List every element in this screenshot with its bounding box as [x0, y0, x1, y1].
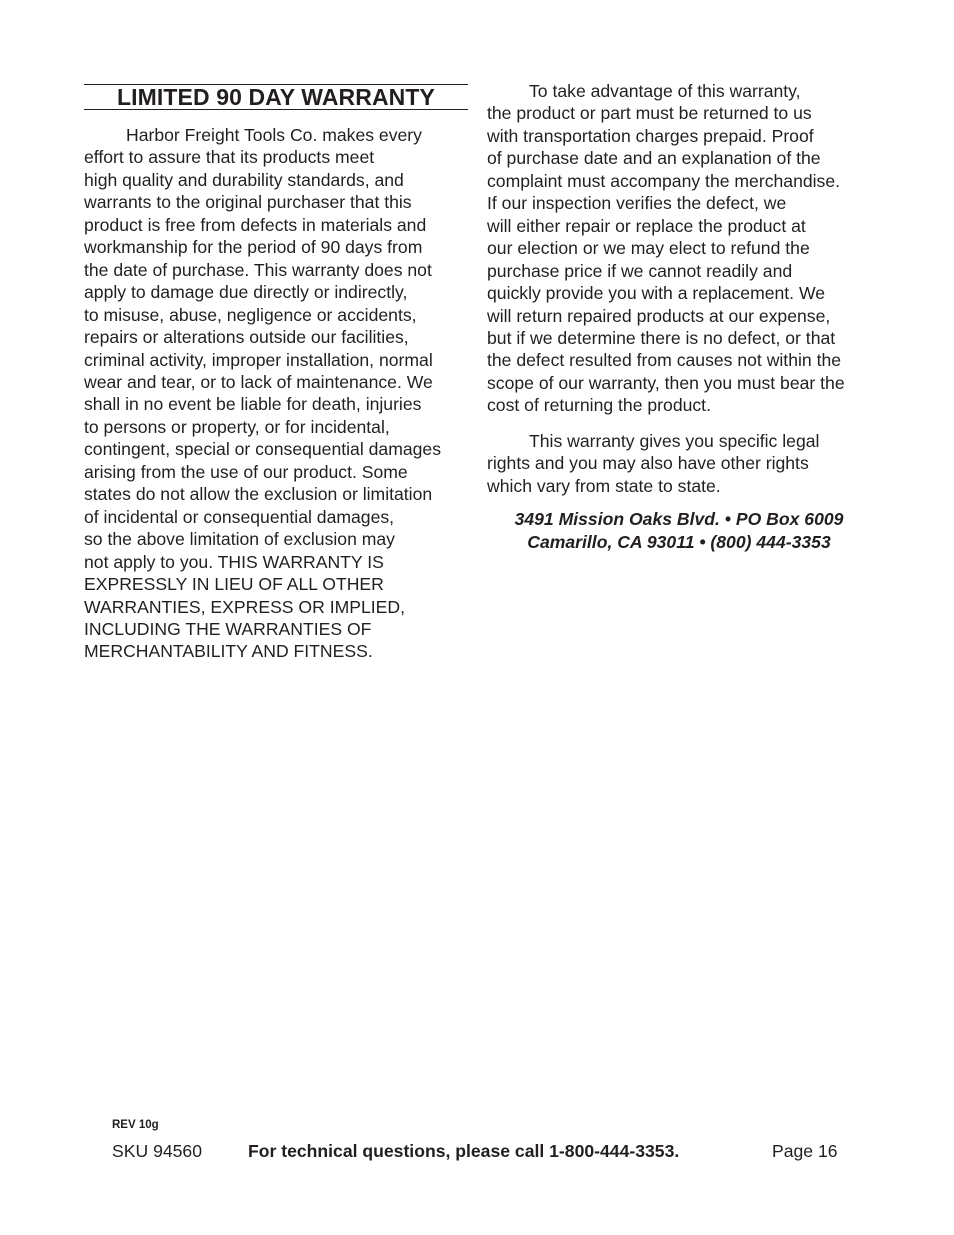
text-line: product is free from defects in materials and — [84, 214, 427, 235]
text-line: with transportation charges prepaid. Proof — [487, 125, 814, 146]
text-line: To take advantage of this warranty, — [529, 81, 801, 101]
text-line: effort to assure that its products meet — [84, 147, 375, 168]
text-line: WARRANTIES, EXPRESS OR IMPLIED, — [84, 596, 405, 617]
text-line: to misuse, abuse, negligence or accidents, — [84, 304, 417, 325]
text-line: complaint must accompany the merchandise. — [487, 170, 841, 191]
text-line: shall in no event be liable for death, injuries — [84, 394, 422, 415]
right-column — [487, 80, 887, 554]
text-line: but if we determine there is no defect, or that — [487, 327, 836, 348]
text-line: the product or part must be returned to us — [487, 103, 812, 124]
text-line: so the above limitation of exclusion may — [84, 529, 395, 550]
text-line: Harbor Freight Tools Co. makes every — [126, 125, 422, 145]
text-line: the date of purchase. This warranty does not — [84, 259, 432, 280]
address-line: 3491 Mission Oaks Blvd. • PO Box 6009 — [514, 509, 844, 530]
text-line: arising from the use of our product. Some — [84, 461, 408, 482]
text-line: scope of our warranty, then you must bear the — [487, 372, 845, 393]
rights-paragraph — [487, 430, 887, 497]
text-line: MERCHANTABILITY AND FITNESS. — [84, 641, 373, 662]
text-line: the defect resulted from causes not within the — [487, 350, 842, 371]
text-line: repairs or alterations outside our facilities, — [84, 327, 409, 348]
text-line: will return repaired products at our expense, — [487, 305, 831, 326]
text-line: INCLUDING THE WARRANTIES OF — [84, 618, 372, 639]
text-line: of purchase date and an explanation of the — [487, 148, 821, 169]
text-line: will either repair or replace the product at — [487, 215, 806, 236]
company-address — [487, 508, 871, 554]
text-line: purchase price if we cannot readily and — [487, 260, 793, 281]
text-line: not apply to you. THIS WARRANTY IS — [84, 551, 384, 572]
text-line: to persons or property, or for incidental, — [84, 416, 390, 437]
text-line: If our inspection verifies the defect, we — [487, 193, 787, 214]
page-number: Page 16 — [772, 1141, 838, 1161]
text-line: criminal activity, improper installation, normal — [84, 349, 433, 370]
text-line: quickly provide you with a replacement. We — [487, 283, 826, 304]
left-column — [84, 84, 468, 663]
revision-label: REV 10g — [112, 1119, 159, 1131]
address-line: Camarillo, CA 93011 • (800) 444-3353 — [527, 532, 831, 553]
text-line: workmanship for the period of 90 days from — [84, 237, 423, 258]
text-line: rights and you may also have other rights — [487, 453, 809, 474]
text-line: high quality and durability standards, and — [84, 169, 404, 190]
text-line: contingent, special or consequential damages — [84, 439, 441, 460]
text-line: warrants to the original purchaser that this — [84, 192, 412, 213]
return-paragraph — [487, 80, 887, 417]
tech-support-notice: For technical questions, please call 1-800-444-3353. — [248, 1141, 680, 1161]
text-line: states do not allow the exclusion or limitation — [84, 484, 433, 505]
text-line: apply to damage due directly or indirectly, — [84, 282, 408, 303]
text-line: which vary from state to state. — [487, 475, 721, 496]
text-line: our election or we may elect to refund the — [487, 238, 810, 259]
warranty-paragraph — [84, 124, 468, 663]
text-line: wear and tear, or to lack of maintenance. We — [84, 371, 433, 392]
page-title: LIMITED 90 DAY WARRANTY — [84, 84, 468, 110]
text-line: This warranty gives you specific legal — [529, 430, 820, 451]
sku-label: SKU 94560 — [112, 1141, 202, 1161]
paragraph-spacer — [487, 417, 887, 430]
text-line: EXPRESSLY IN LIEU OF ALL OTHER — [84, 574, 384, 595]
text-line: of incidental or consequential damages, — [84, 506, 395, 527]
text-line: cost of returning the product. — [487, 395, 711, 416]
